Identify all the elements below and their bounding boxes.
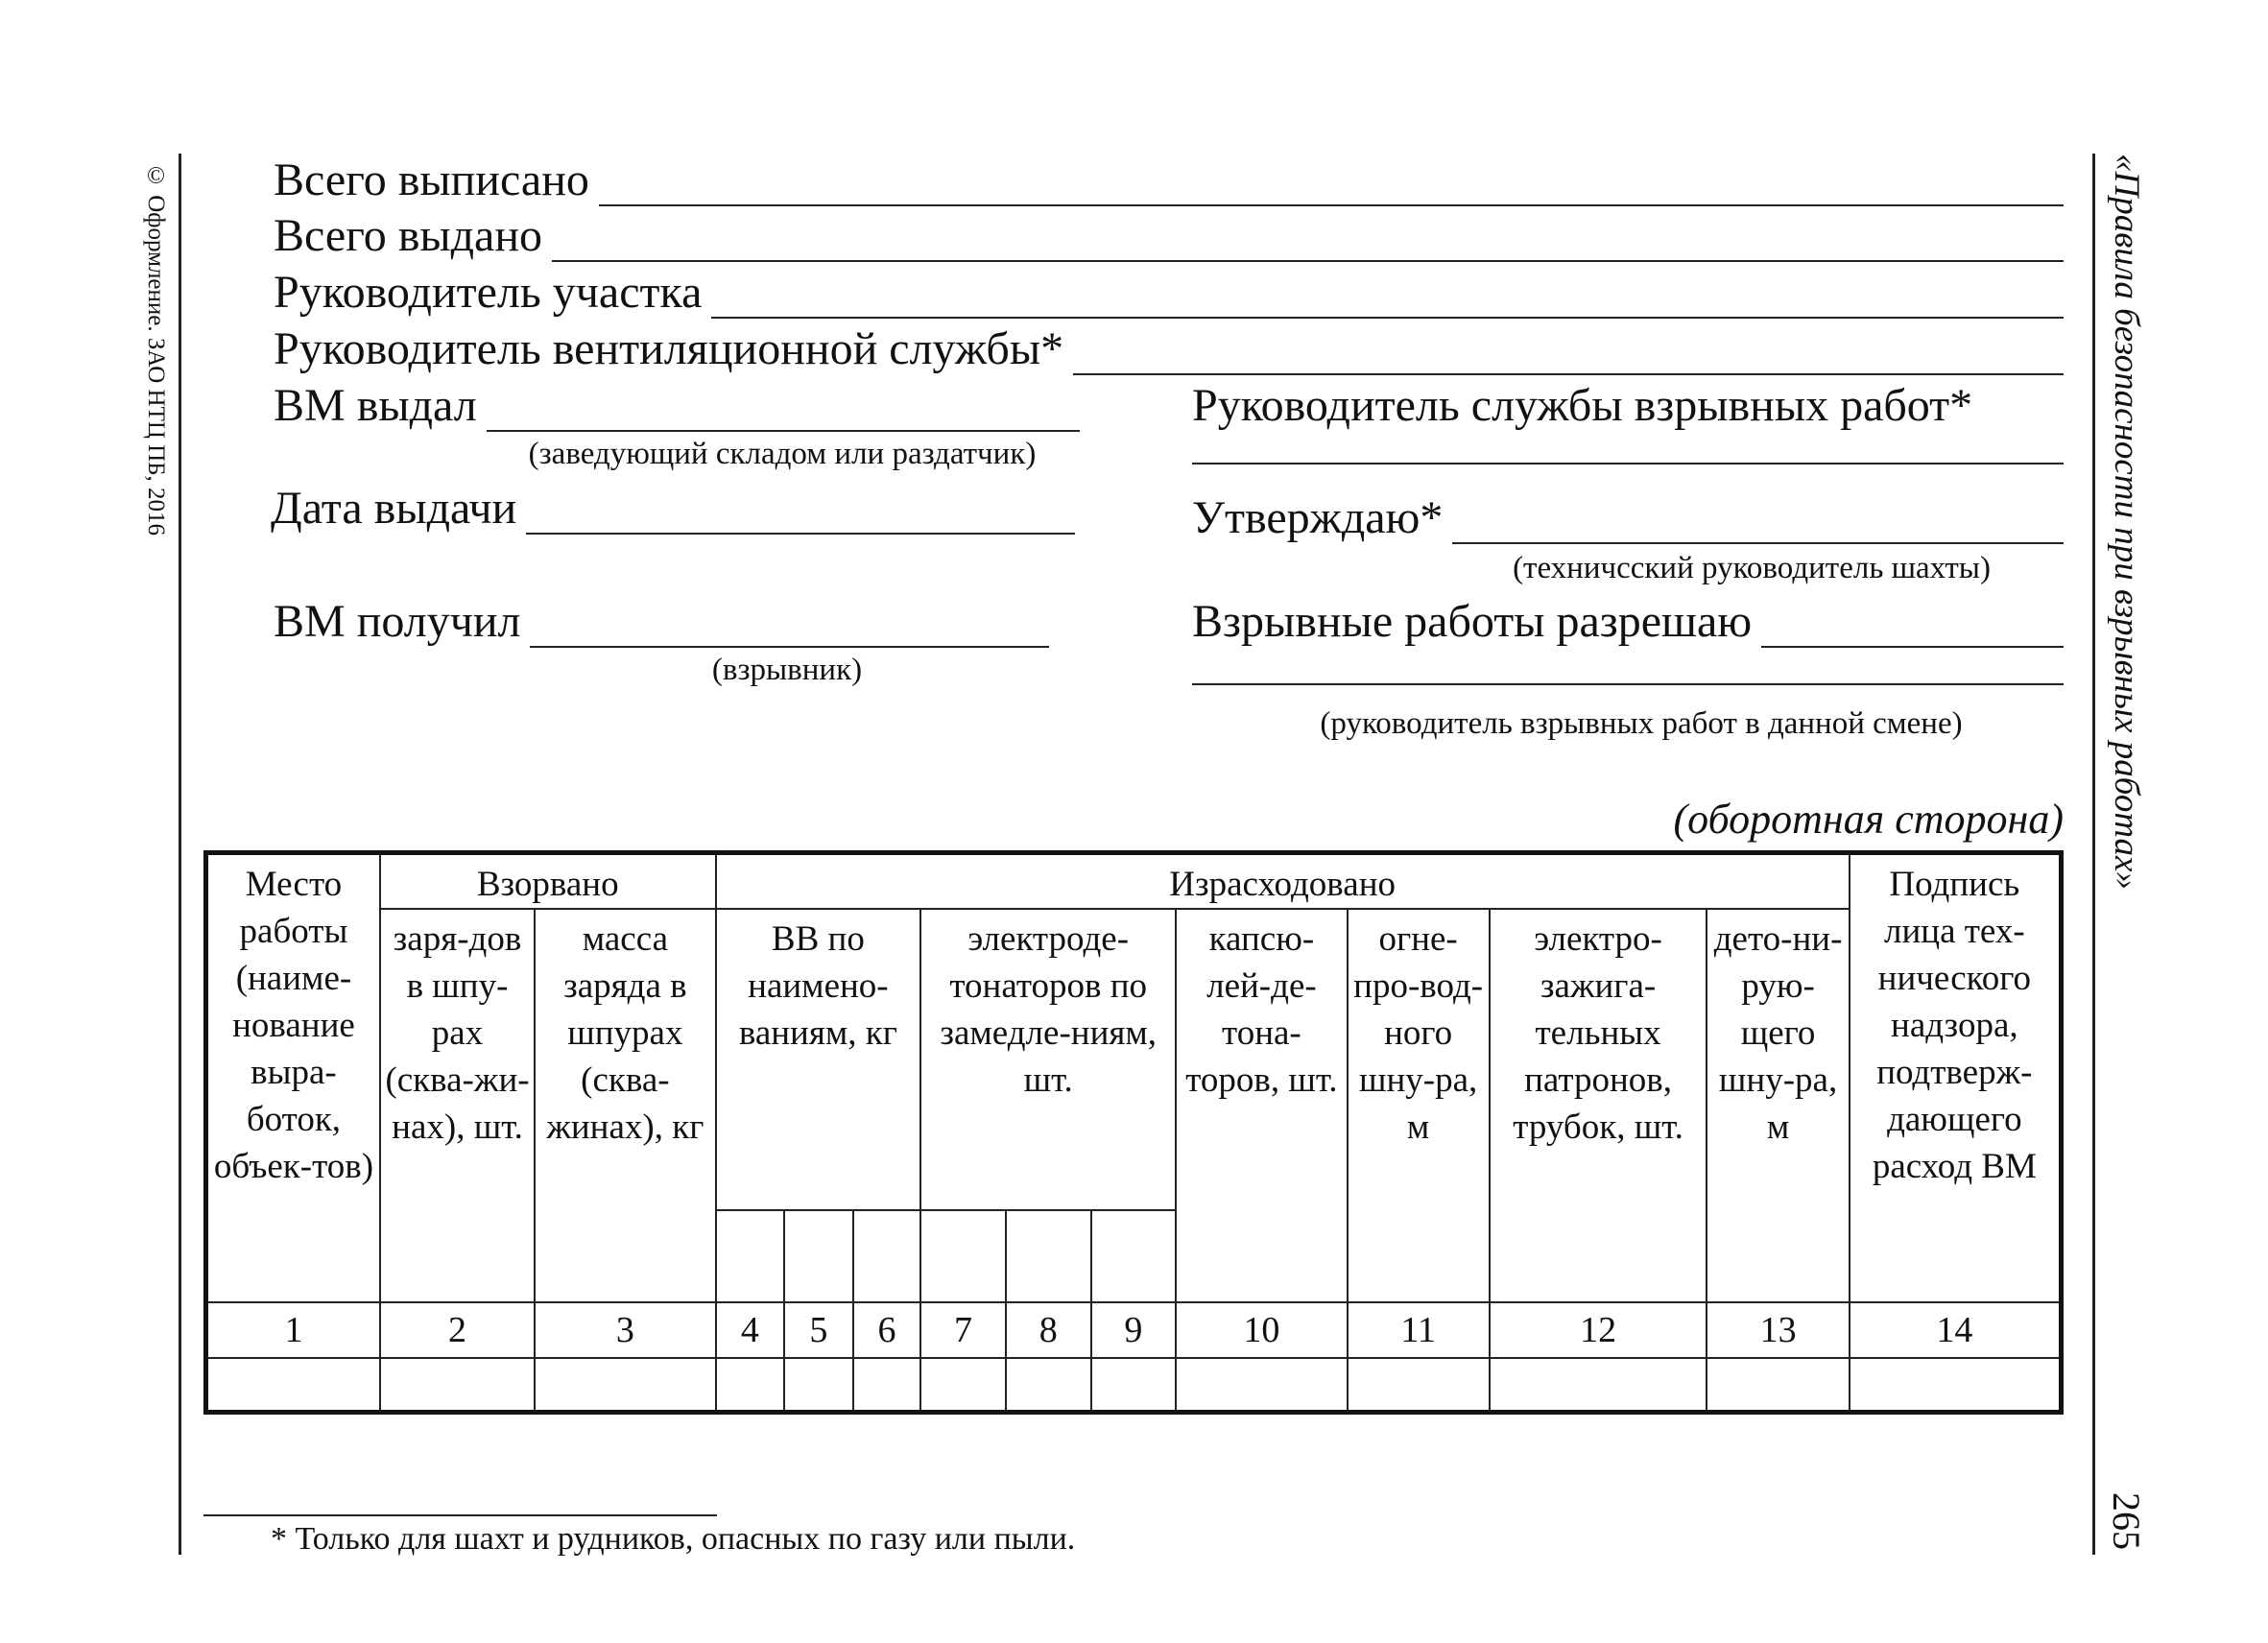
copyright-note: © Оформление. ЗАО НТЦ ПБ, 2016 [143,163,169,536]
column-number: 6 [853,1302,921,1358]
approve-field[interactable] [1452,508,2064,544]
entry-cell[interactable] [920,1358,1006,1412]
ventilation-head-label: Руководитель вентиляционной службы* [274,323,1064,374]
blasting-permit-row [1192,595,2064,648]
entry-cell[interactable] [1490,1358,1707,1412]
section-head-field[interactable] [711,282,2064,319]
written-out-field[interactable] [599,170,2064,206]
header-electric-detonators: электроде-тонаторов по замедле-ниям, шт. [920,909,1176,1210]
column-numbers-row [206,1302,2062,1358]
right-margin-rule [2092,154,2095,1555]
column-number: 10 [1176,1302,1347,1358]
entry-cell[interactable] [1850,1358,2062,1412]
written-out-label: Всего выписано [274,155,589,205]
column-number: 1 [206,1302,380,1358]
vm-issued-field[interactable] [487,395,1080,432]
entry-cell[interactable] [853,1358,921,1412]
consumption-table [203,850,2064,1415]
entry-cell[interactable] [784,1358,853,1412]
blasting-service-label: Руководитель службы взрывных работ* [1192,380,1973,431]
column-number: 13 [1707,1302,1849,1358]
subheader-explosive-2[interactable] [784,1210,853,1302]
running-title: «Правила безопасности при взрывных работах» [2107,154,2146,890]
column-number: 14 [1850,1302,2062,1358]
header-place: Место работы (наиме-нование выра-боток, объек-тов) [206,853,380,1303]
column-number: 3 [535,1302,715,1358]
issued-label: Всего выдано [274,210,543,261]
header-consumed: Израсходовано [716,853,1850,910]
subheader-delay-2[interactable] [1006,1210,1091,1302]
entry-cell[interactable] [716,1358,785,1412]
column-number: 7 [920,1302,1006,1358]
subheader-explosive-1[interactable] [716,1210,785,1302]
header-explosives: ВВ по наимено-ваниям, кг [716,909,921,1210]
footnote-rule [203,1514,717,1516]
ventilation-head-field[interactable] [1073,339,2064,375]
written-out-row [274,154,2064,206]
issued-row [274,209,2064,262]
column-number: 5 [784,1302,853,1358]
blasting-permit-field-2[interactable] [1192,683,2064,685]
section-head-label: Руководитель участка [274,267,703,318]
issue-date-label: Дата выдачи [271,483,517,534]
header-det-cord: дето-ни-рую-щего шну-ра, м [1707,909,1849,1302]
section-head-row [274,266,2064,319]
issued-field[interactable] [552,226,2064,262]
entry-cell[interactable] [1176,1358,1347,1412]
ventilation-head-row [274,322,2064,375]
left-margin-rule [179,154,181,1555]
subheader-delay-1[interactable] [920,1210,1006,1302]
issue-date-field[interactable] [526,498,1075,535]
column-number: 9 [1091,1302,1177,1358]
header-fuse: огне-про-вод-ного шну-ра, м [1348,909,1490,1302]
approve-caption: (техничсский руководитель шахты) [1513,551,1991,585]
vm-received-row [274,595,1049,648]
entry-cell[interactable] [1707,1358,1849,1412]
entry-cell[interactable] [1348,1358,1490,1412]
blasting-service-field[interactable] [1192,463,2064,464]
blasting-service-row [1192,379,1972,432]
vm-received-field[interactable] [530,611,1049,648]
column-number: 11 [1348,1302,1490,1358]
issue-date-row [271,482,1075,535]
approve-row [1192,491,2064,544]
vm-issued-caption: (заведующий складом или раздатчик) [528,437,1037,471]
column-number: 12 [1490,1302,1707,1358]
entry-cell[interactable] [206,1358,380,1412]
entry-cell[interactable] [535,1358,715,1412]
entry-cell[interactable] [380,1358,535,1412]
subheader-delay-3[interactable] [1091,1210,1177,1302]
column-number: 4 [716,1302,785,1358]
header-exploded: Взорвано [380,853,716,910]
back-side-label: (оборотная сторона) [1673,796,2064,843]
header-signature: Подпись лица тех-нического надзора, подтверж-дающего расход ВМ [1850,853,2062,1303]
page-number: 265 [2105,1492,2148,1550]
column-number: 8 [1006,1302,1091,1358]
vm-received-caption: (взрывник) [711,653,863,687]
column-number: 2 [380,1302,535,1358]
approve-label: Утверждаю* [1192,492,1444,543]
entry-cell[interactable] [1091,1358,1177,1412]
vm-received-label: ВМ получил [274,596,521,647]
header-charges: заря-дов в шпу-рах (сква-жи-нах), шт. [380,909,535,1302]
footnote: * Только для шахт и рудников, опасных по газу или пыли. [271,1521,1076,1557]
header-igniters: электро-зажига-тельных патронов, трубок, шт. [1490,909,1707,1302]
header-charge-mass: масса заряда в шпурах (сква-жинах), кг [535,909,715,1302]
vm-issued-label: ВМ выдал [274,380,477,431]
table-row [206,1358,2062,1412]
vm-issued-row [274,379,1080,432]
header-detonator-caps: капсю-лей-де-тона-торов, шт. [1176,909,1347,1302]
entry-cell[interactable] [1006,1358,1091,1412]
subheader-explosive-3[interactable] [853,1210,921,1302]
blasting-permit-field[interactable] [1761,611,2064,648]
blasting-permit-label: Взрывные работы разрешаю [1192,596,1753,647]
blasting-permit-caption: (руководитель взрывных работ в данной смене) [1320,706,1963,741]
